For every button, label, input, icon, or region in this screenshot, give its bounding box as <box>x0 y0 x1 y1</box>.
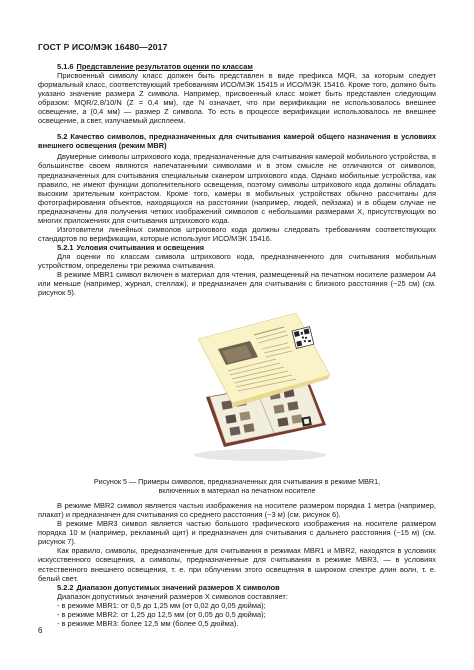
paragraph: Двумерные символы штрихового кода, предназначенные для считывания камерой мобильного устройства, в большинстве своем являются напечатанными символами и в этом смысле не отличаются от символов, предназначенных для считывания специальным сканером штрихового кода. Однако мобильные устройства, как правило, не имеют функции дополнительного освещения, поэтому символы штрихового кода должны обладать высоким зрительным контрастом. Кроме того, камеры в мобильных устройствах обычно рассчитаны для фотографирования объектов, находящихся на расстоянии (например, людей, пейзажа) и в общем случае не предназначены для получения четких изображений символов с небольшими размерами X, присутствующих во многих приложениях для считывания штрихового кода. <box>38 152 436 225</box>
section-5-2-1-heading <box>38 243 436 252</box>
section-number: 5.1.6 <box>57 62 74 71</box>
page-content <box>38 62 436 628</box>
figure-5 <box>38 305 436 475</box>
list-item: - в режиме MBR3: более 12,5 мм (более 0,5 дюйма). <box>57 618 239 628</box>
paragraph: Для оценки по классам символа штрихового кода, предназначенного для считывания мобильным устройством, определены три режима считывания. <box>38 251 436 270</box>
section-5-2-heading <box>38 132 436 150</box>
standard-header: ГОСТ Р ИСО/МЭК 16480—2017 <box>38 42 168 52</box>
magazine-illustration <box>188 305 338 465</box>
section-number: 5.2 <box>57 132 68 142</box>
paragraph: Как правило, символы, предназначенные для считывания в режимах MBR1 и MBR2, находятся в условиях искусственного освещения, а символы, предназначенные для считывания в режиме MBR3, — в условиях естественного внешнего освещения, т. е. при облучении этого освещения в широком спектре длин волн, т. е. белый свет. <box>38 546 436 583</box>
section-5-2-2-heading <box>38 583 436 592</box>
section-title: Качество символов, предназначенных для считывания камерой общего назначения в условиях внешнего освещения (режим MBR) <box>38 132 436 151</box>
figure-caption <box>38 477 436 495</box>
caption-line: включенных в материал на печатном носителе <box>158 486 316 496</box>
list-item: - в режиме MBR1: от 0,5 до 1,25 мм (от 0,02 до 0,05 дюйма); <box>57 600 266 610</box>
paragraph: В режиме MBR2 символ является частью изображения на носителе размером порядка 1 метра (например, плакат) и предназначен для считывания со среднего расстояния (~3 м) (см. рисунок 6). <box>38 501 436 520</box>
paragraph: В режиме MBR3 символ является частью большого графического изображения на носителе размером порядка 10 м (например, рекламный щит) и предназначен для считывания с дальнего расстояния (~15 м) (см. рисунок 7). <box>38 519 436 547</box>
paragraph: В режиме MBR1 символ включен в материал для чтения, размещенный на печатном носителе размером А4 или меньше (например, журнал, стеллаж), и предназначен для считывания с близкого расстояния (~25 см) (см. рисунок 5). <box>38 270 436 298</box>
paragraph: Присвоенный символу класс должен быть представлен в виде префикса MQR, за которым следует формальный класс, соответствующий требованиям ИСО/МЭК 15415 и ИСО/МЭК 15416. Кроме того, должно быть указано значение размера Z символа. Например, присвоенный класс может быть представлен следующим образом: MQR/2,8/10/N (Z = 0,4 мм), где N означает, что при верификации не использовалось внешнее освещение, а (0,4 мм) — размер Z символа. То есть в процессе верификации использовалось не внешнее освещение, а свет, излучаемый дисплеем. <box>38 71 436 126</box>
section-number: 5.2.2 <box>57 582 74 592</box>
x-size-list <box>38 601 436 628</box>
page-number: 6 <box>38 626 43 635</box>
paragraph: Диапазон допустимых значений размеров X символов составляет: <box>57 591 288 601</box>
section-title: Представление результатов оценки по классам <box>76 62 253 71</box>
section-5-1-6-heading <box>38 62 436 71</box>
paragraph: Изготовители линейных символов штрихового кода должны следовать требованиям соответствующих стандартов по верификации, которые используют ИСО/МЭК 15416. <box>38 224 436 243</box>
list-item: - в режиме MBR2: от 1,25 до 12,5 мм (от 0,05 до 0,5 дюйма); <box>57 609 266 619</box>
section-title: Диапазон допустимых значений размеров X символов <box>76 582 280 592</box>
caption-line: Рисунок 5 — Примеры символов, предназначенных для считывания в режиме MBR1, <box>93 477 381 487</box>
section-number: 5.2.1 <box>57 242 74 252</box>
qr-code-icon <box>292 327 314 349</box>
section-title: Условия считывания и освещения <box>76 242 205 252</box>
